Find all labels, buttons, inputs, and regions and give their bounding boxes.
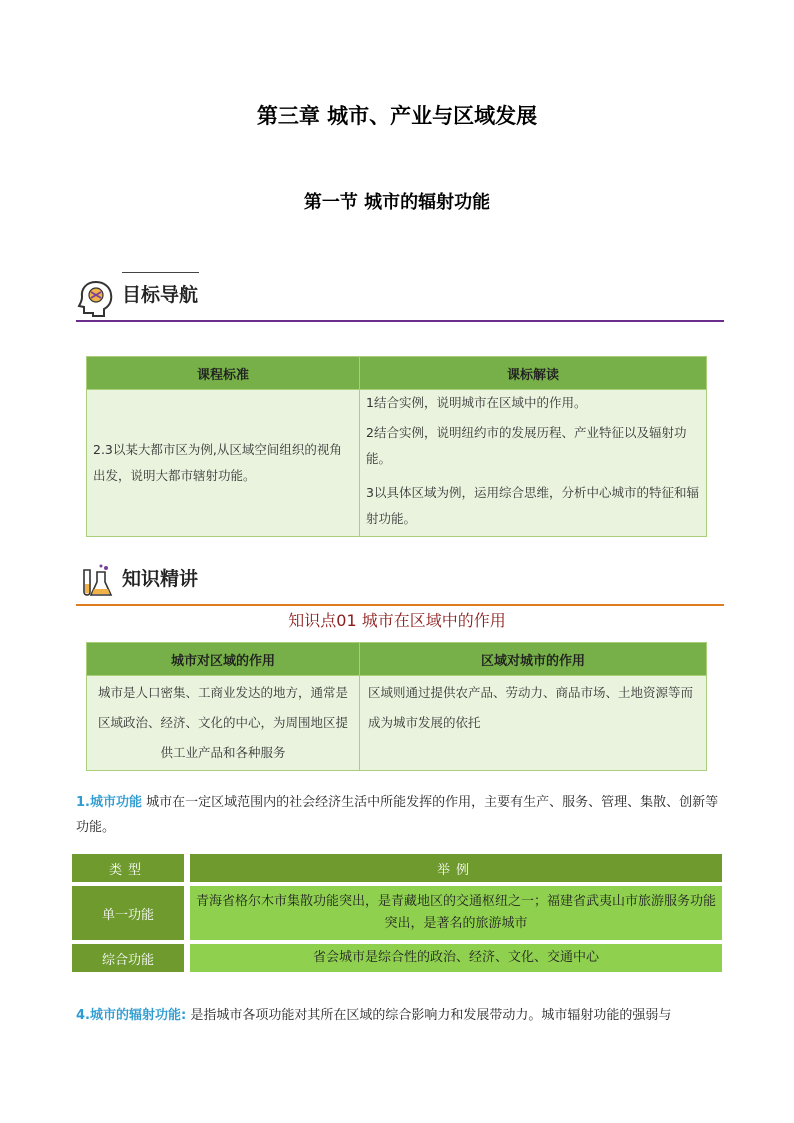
- point-1-text: 城市在一定区域范围内的社会经济生活中所能发挥的作用，主要有生产、服务、管理、集散、创新等功能。: [76, 795, 719, 835]
- interpretation-item: 3以具体区域为例，运用综合思维，分析中心城市的特征和辐射功能。: [366, 485, 699, 526]
- goal-nav-header: [76, 272, 724, 322]
- point-4-text: 是指城市各项功能对其所在区域的综合影响力和发展带动力。城市辐射功能的强弱与: [186, 1008, 672, 1023]
- function-header-example: 举例: [190, 854, 722, 882]
- knowledge-point-title: 知识点01 城市在区域中的作用: [288, 611, 506, 630]
- point-1-paragraph: [76, 790, 728, 840]
- interpretation-cell: [360, 390, 707, 537]
- point-4-paragraph: [76, 1003, 728, 1028]
- chapter-title: 第三章 城市、产业与区域发展: [256, 103, 538, 128]
- knowledge-header: [76, 556, 724, 606]
- standards-header-2: 课标解读: [360, 357, 707, 390]
- role-header-2: 区域对城市的作用: [360, 643, 707, 676]
- point-4-lead: 4.城市的辐射功能:: [76, 1008, 187, 1023]
- role-header-1: 城市对区域的作用: [87, 643, 360, 676]
- function-type-cell: 单一功能: [72, 886, 184, 940]
- function-table: [66, 850, 728, 976]
- header-purple-rule: [76, 320, 724, 322]
- function-example-cell: 青海省格尔木市集散功能突出，是青藏地区的交通枢纽之一；福建省武夷山市旅游服务功能突出，是著名的旅游城市: [190, 886, 722, 940]
- city-to-region-cell: 城市是人口密集、工商业发达的地方，通常是区域政治、经济、文化的中心，为周围地区提供工业产品和各种服务: [87, 676, 360, 771]
- brain-head-icon: [76, 278, 116, 318]
- interpretation-item: 2结合实例，说明纽约市的发展历程、产业特征以及辐射功能。: [366, 425, 687, 466]
- function-example-cell: 省会城市是综合性的政治、经济、文化、交通中心: [190, 944, 722, 972]
- region-to-city-cell: 区域则通过提供农产品、劳动力、商品市场、土地资源等而成为城市发展的依托: [360, 676, 707, 771]
- point-1-lead: 1.城市功能: [76, 795, 142, 810]
- goal-nav-label: 目标导航: [122, 284, 199, 306]
- section-title: 第一节 城市的辐射功能: [303, 192, 491, 213]
- lab-flask-icon: [76, 562, 116, 602]
- standards-table: [86, 356, 707, 537]
- knowledge-label: 知识精讲: [122, 568, 199, 590]
- function-type-cell: 综合功能: [72, 944, 184, 972]
- header-orange-rule: [76, 604, 724, 606]
- standards-header-1: 课程标准: [87, 357, 360, 390]
- interpretation-item: 1结合实例，说明城市在区域中的作用。: [366, 395, 587, 410]
- role-table: [86, 642, 707, 771]
- function-header-type: 类型: [72, 854, 184, 882]
- standard-cell: 2.3以某大都市区为例,从区域空间组织的视角出发，说明大都市辖射功能。: [87, 390, 360, 537]
- header-top-rule: [122, 272, 199, 273]
